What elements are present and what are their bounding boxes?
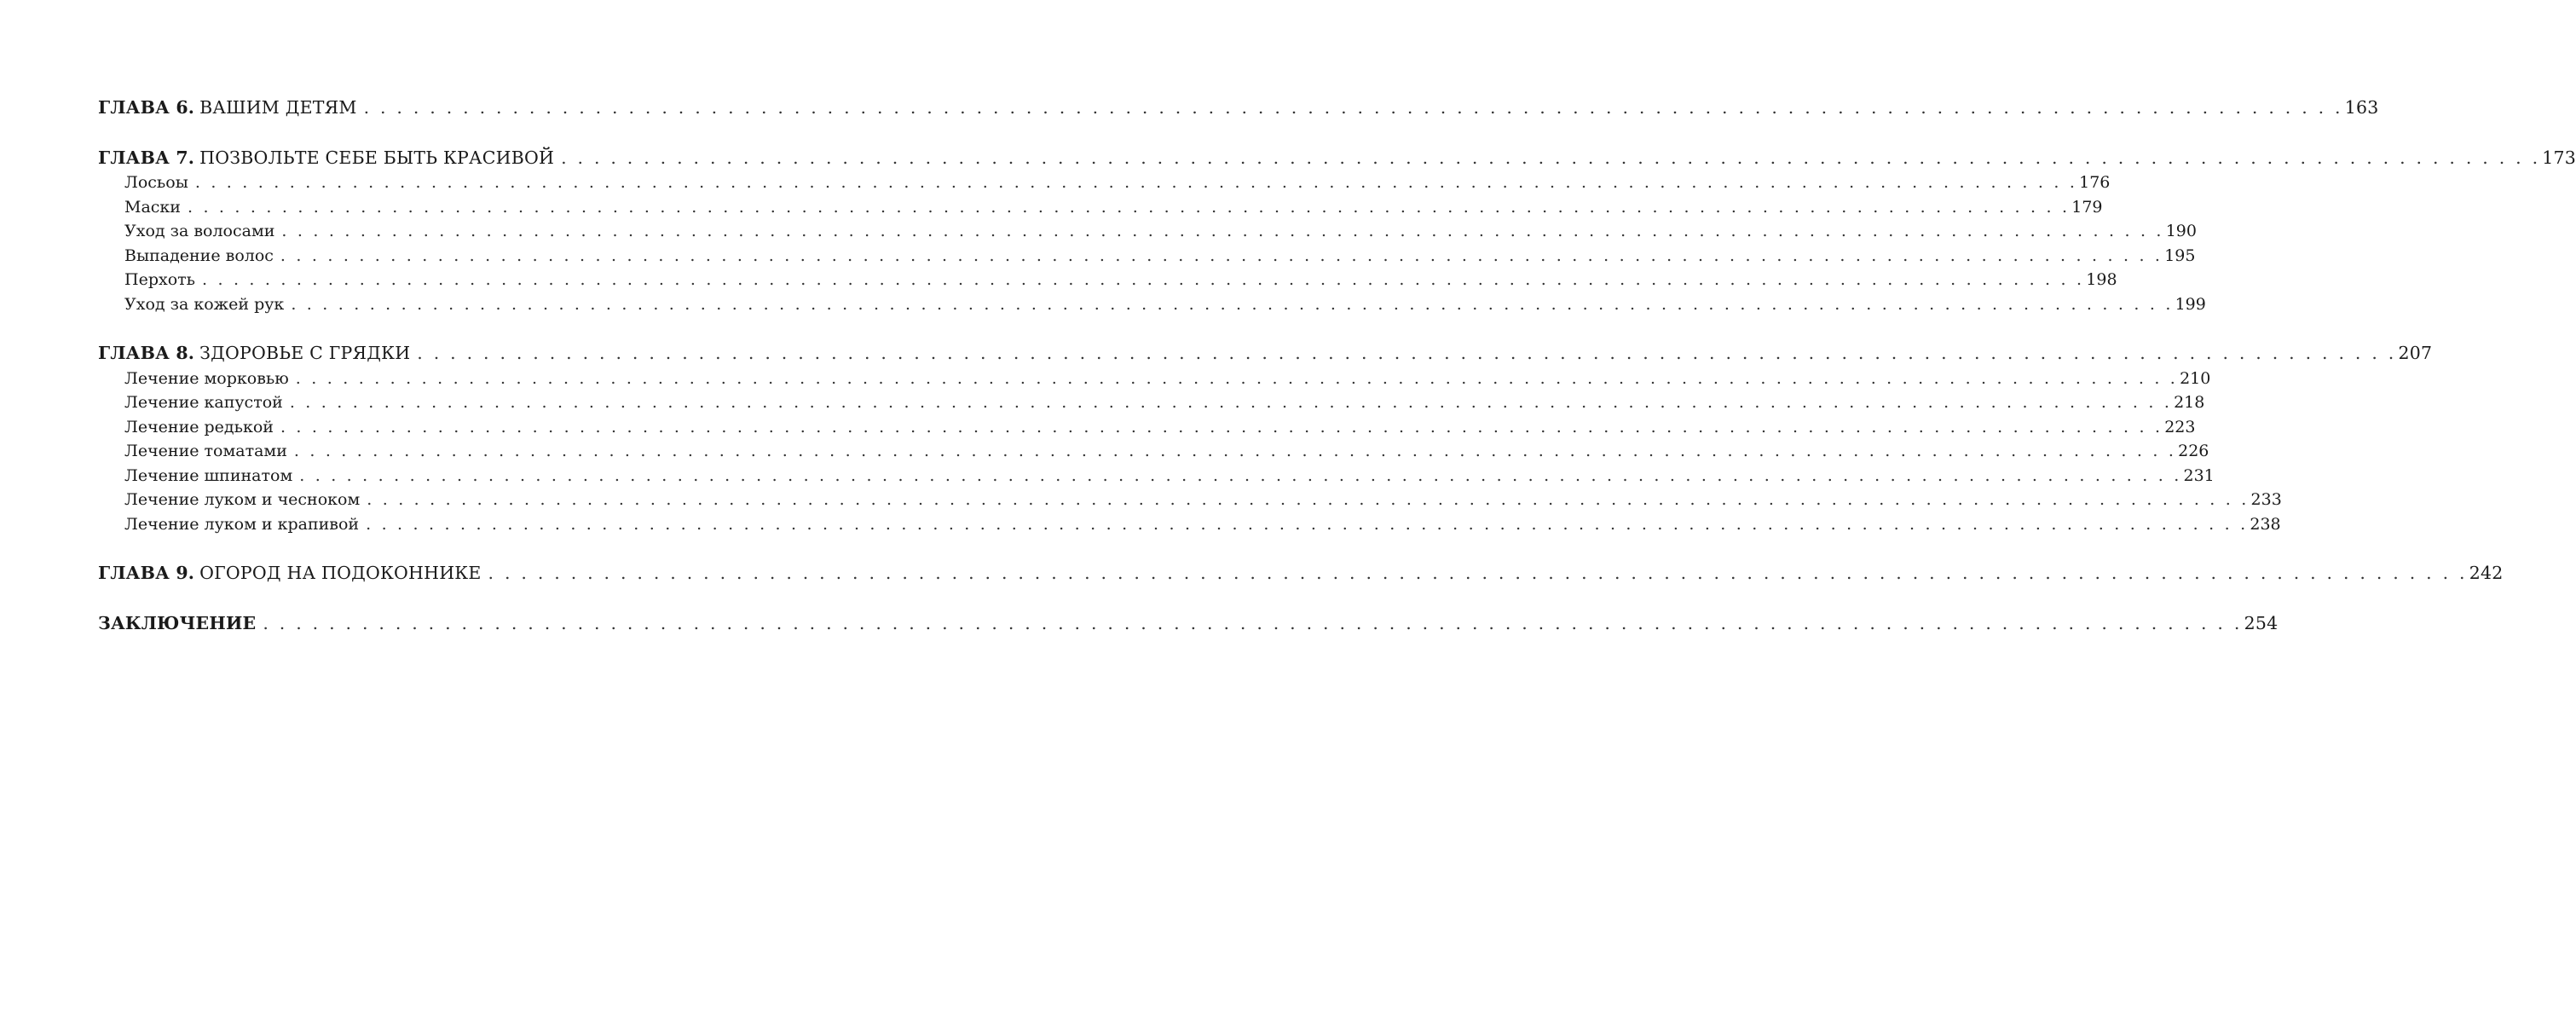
toc-item-row[interactable] xyxy=(98,170,2111,195)
toc-item-row[interactable] xyxy=(98,367,2211,391)
page-number: 218 xyxy=(2174,393,2205,412)
chapter-number: ГЛАВА 6. xyxy=(98,97,195,118)
page-number: 195 xyxy=(2164,246,2196,265)
page-number: 238 xyxy=(2250,514,2281,534)
toc-item-row[interactable] xyxy=(98,219,2197,244)
page-number: 163 xyxy=(2344,97,2379,118)
item-title: Лосьоы xyxy=(124,173,188,192)
dot-leader: . . . . . . . . . . . . . . . . . . . . . . . . . . . . . . . . . . . . . . . . . . . . . . . . . . . . . . . . . . . . . . . . . . . . . . . . . . . . . . . . . . . . . . . . . . . . . . . . . . . . . . . . . . . . . . . . . . . . . . . . xyxy=(291,294,2174,314)
item-title: Лечение капустой xyxy=(124,393,283,412)
page-number: 210 xyxy=(2180,368,2211,388)
chapter-number: ГЛАВА 7. xyxy=(98,147,195,168)
page-number: 176 xyxy=(2079,173,2111,192)
toc-section xyxy=(98,611,2279,637)
item-title: Лечение морковью xyxy=(124,368,289,388)
page-number: 198 xyxy=(2086,270,2117,289)
toc-section xyxy=(98,146,2576,317)
toc-item-row[interactable] xyxy=(98,195,2103,220)
page-number: 226 xyxy=(2178,442,2209,460)
dot-leader: . . . . . . . . . . . . . . . . . . . . . . . . . . . . . . . . . . . . . . . . . . . . . . . . . . . . . . . . . . . . . . . . . . . . . . . . . . . . . . . . . . . . . . . . . . . . . . . . . . . . . . . . . . . . . . . . . . . . . . . . xyxy=(417,343,2397,363)
toc-item-row[interactable] xyxy=(98,488,2282,512)
item-title: Уход за волосами xyxy=(124,222,275,240)
page-number: 242 xyxy=(2469,563,2504,583)
chapter-title: ОГОРОД НА ПОДОКОННИКЕ xyxy=(199,563,482,583)
toc-chapter-row[interactable] xyxy=(98,146,2576,171)
toc-item-row[interactable] xyxy=(98,439,2209,464)
dot-leader: . . . . . . . . . . . . . . . . . . . . . . . . . . . . . . . . . . . . . . . . . . . . . . . . . . . . . . . . . . . . . . . . . . . . . . . . . . . . . . . . . . . . . . . . . . . . . . . . . . . . . . . . . . . . . . . . . . . . . . . . xyxy=(263,612,2243,633)
toc-item-row[interactable] xyxy=(98,415,2196,440)
dot-leader: . . . . . . . . . . . . . . . . . . . . . . . . . . . . . . . . . . . . . . . . . . . . . . . . . . . . . . . . . . . . . . . . . . . . . . . . . . . . . . . . . . . . . . . . . . . . . . . . . . . . . . . . . . . . . . . . . . . . . . . . xyxy=(281,222,2164,240)
page-number: 173 xyxy=(2542,147,2576,168)
item-title: Уход за кожей рук xyxy=(124,294,285,314)
toc-section xyxy=(98,95,2379,121)
chapter-title: ПОЗВОЛЬТЕ СЕБЕ БЫТЬ КРАСИВОЙ xyxy=(199,147,555,168)
item-title: Выпадение волос xyxy=(124,246,274,265)
chapter-number: ГЛАВА 8. xyxy=(98,343,195,363)
toc-chapter-row[interactable] xyxy=(98,95,2379,121)
dot-leader: . . . . . . . . . . . . . . . . . . . . . . . . . . . . . . . . . . . . . . . . . . . . . . . . . . . . . . . . . . . . . . . . . . . . . . . . . . . . . . . . . . . . . . . . . . . . . . . . . . . . . . . . . . . . . . . . . . . . . . . . xyxy=(187,197,2071,217)
item-title: Лечение редькой xyxy=(124,417,274,436)
page-number: 207 xyxy=(2398,343,2433,363)
dot-leader: . . . . . . . . . . . . . . . . . . . . . . . . . . . . . . . . . . . . . . . . . . . . . . . . . . . . . . . . . . . . . . . . . . . . . . . . . . . . . . . . . . . . . . . . . . . . . . . . . . . . . . . . . . . . . . . . . . . . . . . . xyxy=(280,417,2163,436)
dot-leader: . . . . . . . . . . . . . . . . . . . . . . . . . . . . . . . . . . . . . . . . . . . . . . . . . . . . . . . . . . . . . . . . . . . . . . . . . . . . . . . . . . . . . . . . . . . . . . . . . . . . . . . . . . . . . . . . . . . . . . . . xyxy=(488,563,2468,583)
page-number: 223 xyxy=(2164,417,2196,436)
toc-section xyxy=(98,341,2433,536)
page-number: 190 xyxy=(2165,222,2197,240)
dot-leader: . . . . . . . . . . . . . . . . . . . . . . . . . . . . . . . . . . . . . . . . . . . . . . . . . . . . . . . . . . . . . . . . . . . . . . . . . . . . . . . . . . . . . . . . . . . . . . . . . . . . . . . . . . . . . . . . . . . . . . . . xyxy=(561,147,2541,168)
table-of-contents xyxy=(98,95,2576,661)
toc-item-row[interactable] xyxy=(98,512,2281,537)
dot-leader: . . . . . . . . . . . . . . . . . . . . . . . . . . . . . . . . . . . . . . . . . . . . . . . . . . . . . . . . . . . . . . . . . . . . . . . . . . . . . . . . . . . . . . . . . . . . . . . . . . . . . . . . . . . . . . . . . . . . . . . . xyxy=(367,490,2250,509)
dot-leader: . . . . . . . . . . . . . . . . . . . . . . . . . . . . . . . . . . . . . . . . . . . . . . . . . . . . . . . . . . . . . . . . . . . . . . . . . . . . . . . . . . . . . . . . . . . . . . . . . . . . . . . . . . . . . . . . . . . . . . . . xyxy=(194,173,2078,192)
dot-leader: . . . . . . . . . . . . . . . . . . . . . . . . . . . . . . . . . . . . . . . . . . . . . . . . . . . . . . . . . . . . . . . . . . . . . . . . . . . . . . . . . . . . . . . . . . . . . . . . . . . . . . . . . . . . . . . . . . . . . . . . xyxy=(202,270,2085,289)
toc-chapter-row[interactable] xyxy=(98,341,2433,367)
toc-section xyxy=(98,561,2504,587)
item-title: Лечение шпинатом xyxy=(124,465,293,485)
toc-item-row[interactable] xyxy=(98,292,2206,317)
chapter-title: ЗДОРОВЬЕ С ГРЯДКИ xyxy=(199,343,411,363)
toc-item-row[interactable] xyxy=(98,464,2215,488)
toc-item-row[interactable] xyxy=(98,390,2205,415)
item-title: Лечение томатами xyxy=(124,442,287,460)
dot-leader: . . . . . . . . . . . . . . . . . . . . . . . . . . . . . . . . . . . . . . . . . . . . . . . . . . . . . . . . . . . . . . . . . . . . . . . . . . . . . . . . . . . . . . . . . . . . . . . . . . . . . . . . . . . . . . . . . . . . . . . . xyxy=(299,465,2182,485)
dot-leader: . . . . . . . . . . . . . . . . . . . . . . . . . . . . . . . . . . . . . . . . . . . . . . . . . . . . . . . . . . . . . . . . . . . . . . . . . . . . . . . . . . . . . . . . . . . . . . . . . . . . . . . . . . . . . . . . . . . . . . . . xyxy=(295,368,2179,388)
item-title: Лечение луком и чесноком xyxy=(124,490,361,509)
page-number: 254 xyxy=(2244,612,2279,633)
dot-leader: . . . . . . . . . . . . . . . . . . . . . . . . . . . . . . . . . . . . . . . . . . . . . . . . . . . . . . . . . . . . . . . . . . . . . . . . . . . . . . . . . . . . . . . . . . . . . . . . . . . . . . . . . . . . . . . . . . . . . . . . xyxy=(363,97,2343,118)
dot-leader: . . . . . . . . . . . . . . . . . . . . . . . . . . . . . . . . . . . . . . . . . . . . . . . . . . . . . . . . . . . . . . . . . . . . . . . . . . . . . . . . . . . . . . . . . . . . . . . . . . . . . . . . . . . . . . . . . . . . . . . . xyxy=(366,514,2249,534)
chapter-title: ВАШИМ ДЕТЯМ xyxy=(199,97,357,118)
toc-item-row[interactable] xyxy=(98,244,2196,269)
chapter-number: ГЛАВА 9. xyxy=(98,563,195,583)
dot-leader: . . . . . . . . . . . . . . . . . . . . . . . . . . . . . . . . . . . . . . . . . . . . . . . . . . . . . . . . . . . . . . . . . . . . . . . . . . . . . . . . . . . . . . . . . . . . . . . . . . . . . . . . . . . . . . . . . . . . . . . . xyxy=(289,393,2173,412)
toc-item-row[interactable] xyxy=(98,268,2117,292)
page-number: 199 xyxy=(2175,294,2206,314)
toc-chapter-row[interactable] xyxy=(98,611,2279,637)
dot-leader: . . . . . . . . . . . . . . . . . . . . . . . . . . . . . . . . . . . . . . . . . . . . . . . . . . . . . . . . . . . . . . . . . . . . . . . . . . . . . . . . . . . . . . . . . . . . . . . . . . . . . . . . . . . . . . . . . . . . . . . . xyxy=(293,442,2177,460)
toc-chapter-row[interactable] xyxy=(98,561,2504,587)
dot-leader: . . . . . . . . . . . . . . . . . . . . . . . . . . . . . . . . . . . . . . . . . . . . . . . . . . . . . . . . . . . . . . . . . . . . . . . . . . . . . . . . . . . . . . . . . . . . . . . . . . . . . . . . . . . . . . . . . . . . . . . . xyxy=(280,246,2163,265)
chapter-title: ЗАКЛЮЧЕНИЕ xyxy=(98,612,257,633)
item-title: Перхоть xyxy=(124,270,195,289)
page-number: 233 xyxy=(2250,490,2282,509)
page-number: 231 xyxy=(2183,465,2215,485)
page-number: 179 xyxy=(2071,197,2103,217)
item-title: Маски xyxy=(124,197,181,217)
item-title: Лечение луком и крапивой xyxy=(124,514,360,534)
